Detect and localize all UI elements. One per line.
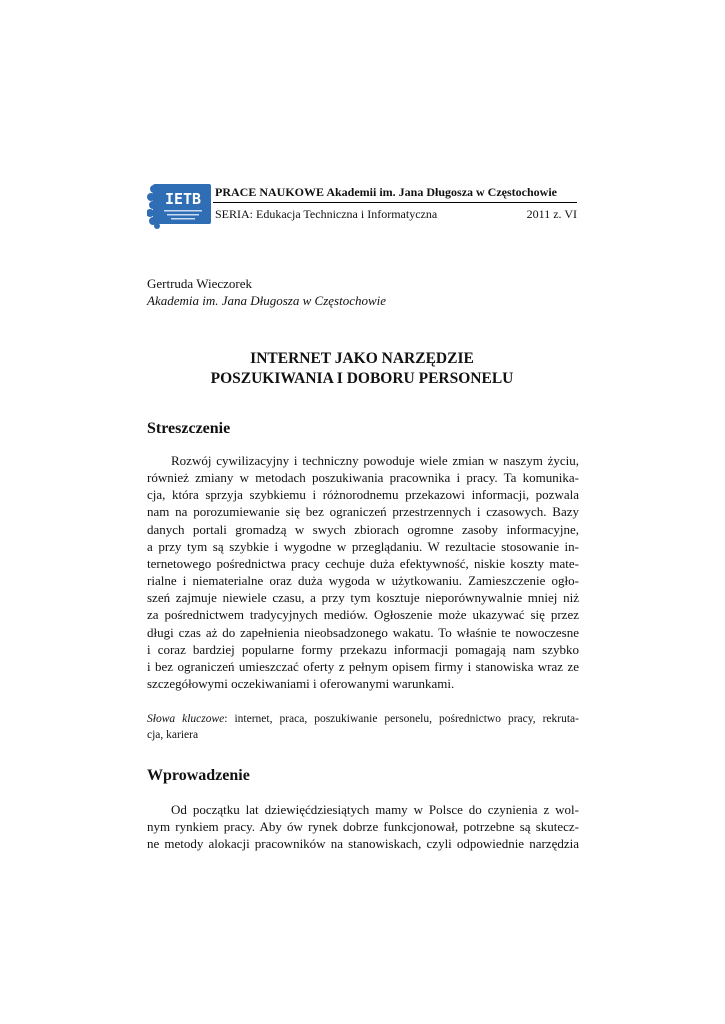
text-line: ne metody alokacji pracowników na stanowiskach, czyli odpowiednie narzędzia: [147, 836, 579, 852]
keywords-label: Słowa kluczowe: [147, 713, 225, 725]
year-volume: 2011 z. VI: [526, 207, 577, 221]
title-line-2: POSZUKIWANIA I DOBORU PERSONELU: [210, 370, 514, 387]
text-line: długi czas aż do zapełnienia nieobsadzonego wakatu. To właśnie te nowoczesne: [147, 624, 579, 640]
text-line: szeń zajmuje niewiele czasu, a przy tym kosztuje nieporównywalnie mniej niż: [147, 590, 579, 606]
text-line: nam na porozumiewanie się bez ograniczeń przestrzennych i czasowych. Bazy: [147, 504, 579, 520]
text-line: danych portali gromadzą w swych zbiorach ogromne zasoby informacyjne,: [147, 521, 579, 537]
introduction-heading: Wprowadzenie: [147, 767, 250, 784]
series-subtitle: SERIA: Edukacja Techniczna i Informatyczna: [215, 207, 438, 221]
paper-title: [147, 349, 577, 389]
keywords: [147, 711, 579, 743]
text-line: Od początku lat dziewięćdziesiątych mamy w Polsce do czynienia z wol-: [171, 802, 579, 817]
title-line-1: INTERNET JAKO NARZĘDZIE: [250, 350, 474, 367]
abstract-heading: Streszczenie: [147, 420, 231, 437]
text-line: cja, która sprzyja szybkiemu i różnorodnemu przekazowi informacji, pozwala: [147, 487, 579, 503]
author-name: Gertruda Wieczorek: [147, 276, 252, 291]
keywords-line-1: [147, 711, 579, 727]
text-line: a przy tym są szybkie i wygodne w przeglądaniu. W rezultacie stosowanie in-: [147, 538, 579, 554]
text-line: ternetowego pośrednictwa pracy cechuje duża efektywność, niskie koszty mate-: [147, 555, 579, 571]
header-divider: [213, 202, 577, 203]
text-line: nym rynkiem pracy. Aby ów rynek dobrze funkcjonował, potrzebne są skutecz-: [147, 819, 579, 835]
text-line: za pośrednictwem tradycyjnych mediów. Ogłoszenie może ukazywać się przez: [147, 607, 579, 623]
author-affiliation: Akademia im. Jana Długosza w Częstochowie: [147, 293, 387, 308]
abstract-body: [147, 452, 579, 692]
introduction-body: [147, 801, 579, 852]
text-line: i bez ograniczeń umieszczać oferty z pełnym opisem firmy i stanowiska wraz ze: [147, 658, 579, 674]
journal-logo: [147, 181, 213, 229]
text-line: i coraz bardziej popularne formy przekazu informacji pomagają nam szybko: [147, 641, 579, 657]
keywords-list: : internet, praca, poszukiwanie personelu, pośrednictwo pracy, rekruta-: [224, 713, 579, 725]
text-line: Rozwój cywilizacyjny i techniczny powoduje wiele zmian w naszym życiu,: [171, 453, 579, 468]
logo-lettering: IETB: [164, 190, 202, 208]
series-title: PRACE NAUKOWE Akademii im. Jana Długosza w Częstochowie: [215, 185, 557, 199]
text-line: szczegółowymi oczekiwaniami i oferowanymi warunkami.: [147, 676, 455, 692]
text-line: również zmiany w metodach poszukiwania pracownika i pracy. Ta komunika-: [147, 470, 579, 486]
journal-header: [147, 181, 577, 229]
keywords-line-2: cja, kariera: [147, 729, 199, 741]
text-line: rialne i niematerialne oraz duża wygoda w użytkowaniu. Zamieszczenie ogło-: [147, 573, 579, 589]
